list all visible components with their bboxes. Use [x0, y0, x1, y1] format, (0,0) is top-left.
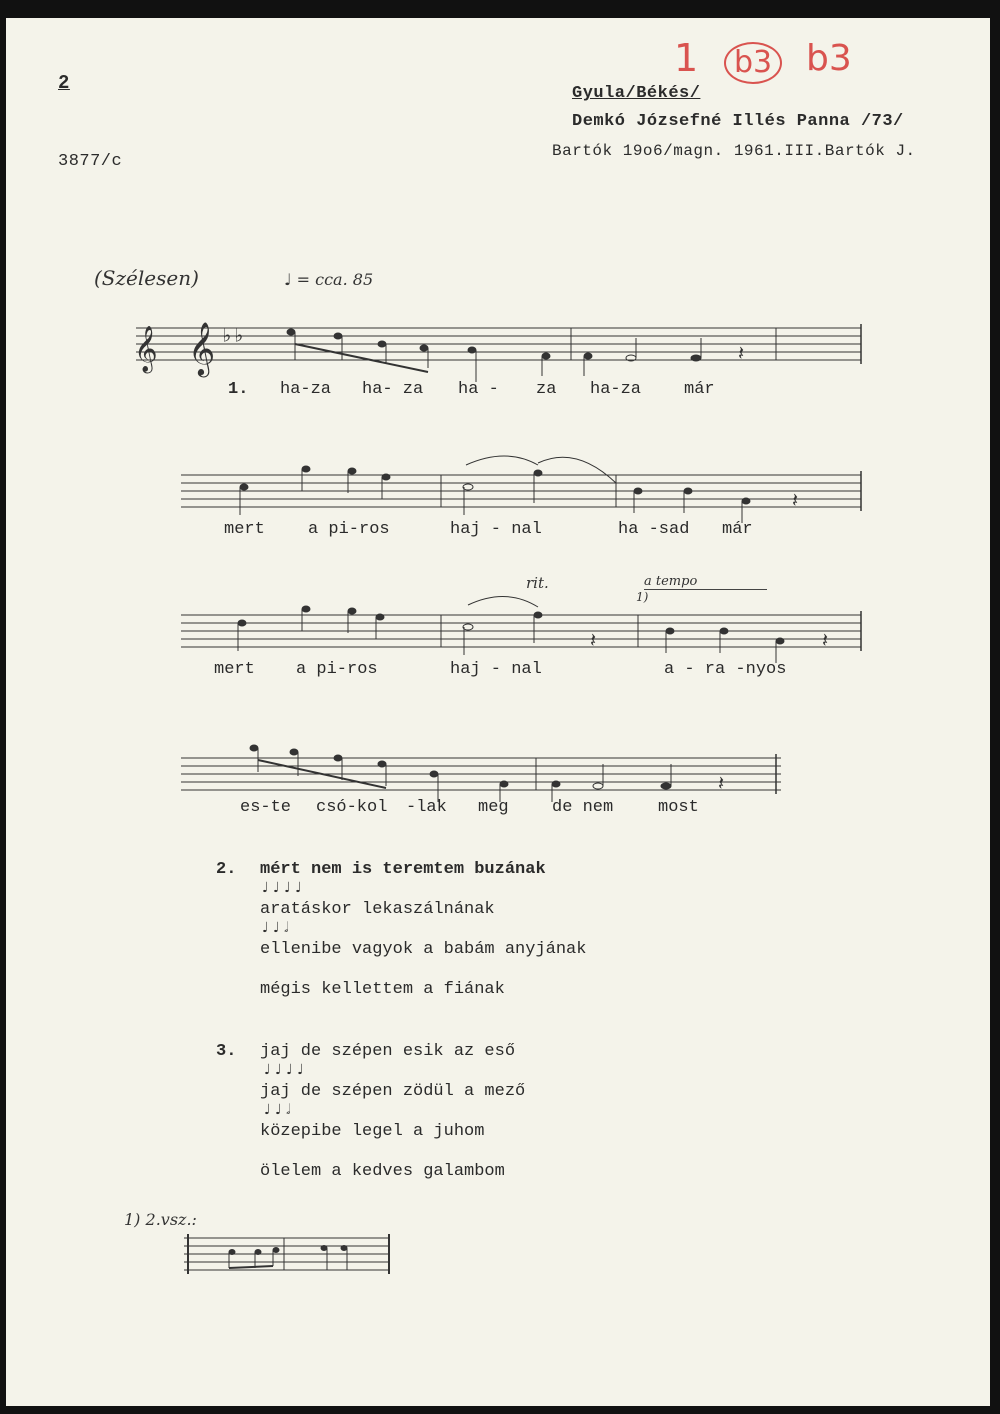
lyric-1-b: ha- za [362, 380, 424, 399]
lyric-1-num: 1. [228, 380, 249, 399]
page-number: 2 [58, 72, 70, 94]
rest-icon-3b: 𝄽 [822, 631, 829, 654]
footnote-mark: 1) [636, 590, 649, 604]
lyric-1-a: ha-za [280, 380, 332, 399]
red-mark-1: 1 [674, 36, 699, 80]
lyric-1-d: za [536, 380, 557, 399]
rest-icon: 𝄽 [738, 344, 745, 367]
verse-2-line-1: mért nem is teremtem buzának [260, 860, 546, 879]
notes-1 [287, 329, 701, 382]
verse-3-line-1: jaj de szépen esik az eső [260, 1042, 516, 1061]
metronome-mark: ♩ = cca. 85 [284, 270, 374, 289]
verse-2-line-3: ellenibe vagyok a babám anyjának [260, 940, 587, 959]
verse-3-line-3: közepibe legel a juhom [260, 1122, 485, 1141]
lyric-2-c: haj - nal [450, 520, 542, 539]
rest-icon-4: 𝄽 [718, 774, 725, 797]
lyric-3-c: haj - nal [450, 660, 542, 679]
staff-1 [126, 298, 866, 388]
verse-3-line-2: jaj de szépen zödül a mező [260, 1082, 526, 1101]
staff-4 [176, 728, 786, 808]
lyric-1-f: már [684, 380, 715, 399]
lyric-1-e: ha-za [590, 380, 642, 399]
staff-2 [176, 443, 866, 528]
lyric-1-c: ha - [458, 380, 499, 399]
verse-3-line-4: ölelem a kedves galambom [260, 1162, 505, 1181]
lyric-4-a: es-te [240, 798, 292, 817]
singer: Demkó Józsefné Illés Panna /73/ [572, 112, 904, 131]
red-mark-circled: b3 [724, 42, 782, 84]
document-page [6, 18, 990, 1406]
lyric-4-f: most [658, 798, 699, 817]
treble-clef-icon: 𝄞 [134, 326, 158, 372]
rest-icon-2: 𝄽 [792, 491, 799, 514]
place: Gyula/Békés/ [572, 84, 701, 103]
verse-3-number: 3. [216, 1042, 237, 1061]
verse-3-rhythm-1: ♩ ♩ ♩ ♩ [264, 1062, 304, 1078]
lyric-4-d: meg [478, 798, 509, 817]
catalog-number: 3877/c [58, 152, 123, 171]
footnote-staff [184, 1230, 394, 1280]
verse-2-number: 2. [216, 860, 237, 879]
verse-2-rhythm-1: ♩ ♩ ♩ ♩ [262, 880, 302, 896]
rest-icon-3a: 𝄽 [590, 631, 597, 654]
flat-signs: ♭♭ [221, 326, 246, 349]
lyric-2-b: a pi-ros [308, 520, 390, 539]
verse-2-rhythm-2: ♩ ♩ 𝅗𝅥 [262, 920, 289, 936]
verse-2-line-4: mégis kellettem a fiának [260, 980, 505, 999]
red-mark-b3: b3 [806, 38, 852, 79]
lyric-3-b: a pi-ros [296, 660, 378, 679]
lyric-2-a: mert [224, 520, 265, 539]
tempo-word: (Szélesen) [94, 266, 199, 290]
lyric-3-d: a - ra -nyos [664, 660, 787, 679]
lyric-3-a: mert [214, 660, 255, 679]
lyric-4-c: -lak [406, 798, 447, 817]
lyric-2-d: ha -sad [618, 520, 690, 539]
verse-2-line-2: aratáskor lekaszálnának [260, 900, 495, 919]
collector-line: Bartók 19o6/magn. 1961.III.Bartók J. [552, 142, 916, 160]
lyric-4-e: de nem [552, 798, 614, 817]
staff-3 [176, 583, 866, 668]
treble-clef-icon-2: 𝄞 [188, 321, 216, 375]
lyric-2-e: már [722, 520, 753, 539]
lyric-4-b: csó-kol [316, 798, 388, 817]
rit-mark: rit. [526, 574, 549, 592]
a-tempo-mark: a tempo [644, 574, 767, 590]
verse-3-rhythm-2: ♩ ♩ 𝅗𝅥 [264, 1102, 291, 1118]
footnote-label: 1) 2.vsz.: [124, 1210, 197, 1229]
footnote-notes [229, 1246, 347, 1271]
